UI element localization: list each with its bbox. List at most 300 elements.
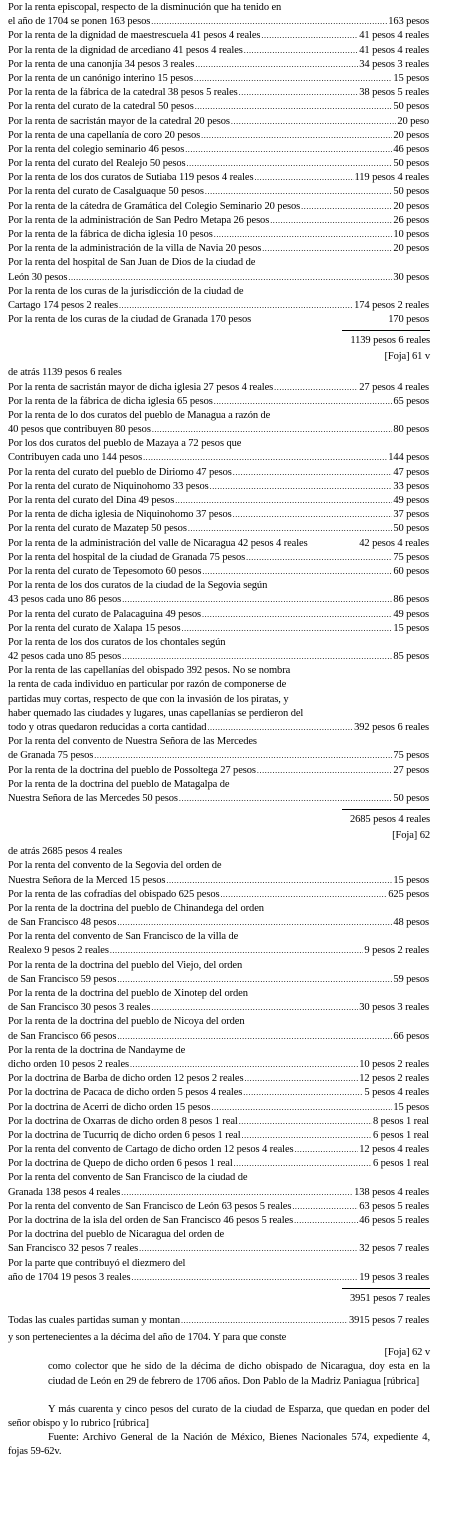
ledger-line bbox=[8, 299, 429, 313]
line-amount: 6 pesos 1 real bbox=[372, 1129, 429, 1141]
line-text: 43 pesos cada uno 86 pesos bbox=[8, 594, 122, 606]
line-text: Por la renta de la doctrina del pueblo de Matagalpa de bbox=[8, 778, 230, 790]
dot-leader bbox=[110, 944, 364, 958]
account-block-2 bbox=[0, 366, 450, 806]
line-text: Por la renta de las cofradías del obispado 625 pesos bbox=[8, 888, 220, 900]
ledger-line bbox=[8, 494, 429, 508]
dot-leader bbox=[94, 749, 392, 763]
subtotal-1: 1139 pesos 6 reales bbox=[350, 335, 430, 347]
ledger-line bbox=[8, 636, 429, 650]
ledger-line bbox=[8, 1101, 429, 1115]
line-text: Por la renta de la doctrina del pueblo de Xinotep del orden bbox=[8, 988, 248, 999]
account-block-3 bbox=[0, 845, 450, 1285]
line-amount: 63 pesos 5 reales bbox=[359, 1200, 429, 1212]
line-text: Por la renta de una canonjía 34 pesos 3 reales bbox=[8, 58, 195, 70]
ledger-line bbox=[8, 551, 429, 565]
dot-leader bbox=[181, 1314, 348, 1328]
ledger-line bbox=[8, 1171, 429, 1185]
line-text: 40 pesos que contribuyen 80 pesos bbox=[8, 424, 151, 436]
line-text: Por la renta del colegio seminario 46 pesos bbox=[8, 143, 185, 155]
prose-line bbox=[8, 693, 429, 707]
ledger-line bbox=[8, 973, 429, 987]
folio-62v: [Foja] 62 v bbox=[384, 1347, 430, 1359]
ledger-line bbox=[8, 1086, 429, 1100]
line-amount: 38 pesos 5 reales bbox=[359, 87, 429, 99]
line-text: Por la renta de la fábrica de dicha iglesia 65 pesos bbox=[8, 395, 213, 407]
line-text: Por la renta de un canónigo interino 15 pesos bbox=[8, 72, 194, 84]
line-text: Por la renta del curato de Tepesomoto 60 pesos bbox=[8, 565, 202, 577]
subtotal-3: 3951 pesos 7 reales bbox=[349, 1292, 430, 1304]
dot-leader bbox=[239, 1115, 372, 1129]
dot-leader bbox=[211, 1101, 392, 1115]
ledger-line bbox=[8, 1, 429, 15]
dot-leader bbox=[292, 1200, 358, 1214]
ledger-line bbox=[8, 1242, 429, 1256]
sum-rule-1 bbox=[0, 327, 450, 333]
line-text: Por la renta del curato del pueblo de Diriomo 47 pesos bbox=[8, 466, 232, 478]
folio-62: [Foja] 62 bbox=[392, 830, 430, 842]
ledger-line bbox=[8, 902, 429, 916]
line-text: Por la renta de la doctrina del pueblo del Viejo, del orden bbox=[8, 959, 243, 971]
ledger-line bbox=[8, 721, 429, 735]
ledger-line bbox=[8, 930, 429, 944]
line-amount: 15 pesos bbox=[393, 1101, 429, 1113]
ledger-line bbox=[8, 1143, 429, 1157]
line-text: Por la renta de la doctrina del pueblo de Chinandega del orden bbox=[8, 902, 264, 914]
collector-text: como colector que he sido de la décima de dicho obispado de Nicaragua, doy esta en la ciudad de León en 29 de febrero de 1706 años. Don Pablo de la Madriz Paniagua [rúbrica] bbox=[48, 1361, 430, 1387]
line-amount: 12 pesos 2 reales bbox=[359, 1073, 429, 1085]
line-amount: 42 pesos 4 reales bbox=[359, 537, 429, 549]
ledger-line bbox=[8, 1001, 429, 1015]
line-text: Por la renta episcopal, respecto de la disminución que ha tenido en bbox=[8, 2, 282, 13]
line-amount: 32 pesos 7 reales bbox=[359, 1243, 429, 1255]
ledger-line bbox=[8, 451, 429, 465]
line-text: Por la renta del curato del Dina 49 pesos bbox=[8, 495, 175, 506]
dot-leader bbox=[207, 721, 353, 735]
line-amount: 26 pesos bbox=[393, 214, 429, 226]
line-text: Por la doctrina de Oxarras de dicho orden 8 pesos 1 real bbox=[8, 1115, 238, 1127]
folio-61v: [Foja] 61 v bbox=[384, 351, 430, 363]
ledger-line bbox=[8, 1228, 429, 1242]
esparza-text: Y más cuarenta y cinco pesos del curato de la ciudad de Esparza, que quedan en poder del señor obispo y lo rubrico [rúbrica] bbox=[8, 1403, 430, 1429]
ledger-line bbox=[8, 959, 429, 973]
conste-line bbox=[8, 1331, 429, 1345]
dot-leader bbox=[182, 622, 393, 636]
line-text: Por la doctrina de la isla del orden de San Francisco 46 pesos 5 reales bbox=[8, 1215, 294, 1226]
line-text: Por la renta de la fábrica de la catedral 38 pesos 5 reales bbox=[8, 87, 238, 99]
line-text: Por la renta del convento de San Francisco de la villa de bbox=[8, 931, 239, 943]
line-amount: 19 pesos 3 reales bbox=[359, 1271, 429, 1283]
subtotal-2: 2685 pesos 4 reales bbox=[349, 814, 430, 826]
ledger-line bbox=[8, 129, 429, 143]
line-text: Por la doctrina de Acerri de dicho orden 15 pesos bbox=[8, 1101, 211, 1113]
dot-leader bbox=[130, 1058, 358, 1072]
ledger-line bbox=[8, 916, 429, 930]
ledger-line bbox=[8, 256, 429, 270]
ledger-line bbox=[8, 1044, 429, 1058]
line-amount: 33 pesos bbox=[393, 480, 429, 492]
line-amount: 37 pesos bbox=[393, 509, 429, 521]
sum-rule-2 bbox=[0, 806, 450, 812]
line-amount: 6 pesos 1 real bbox=[372, 1158, 429, 1170]
dot-leader bbox=[151, 15, 387, 29]
ledger-line bbox=[8, 608, 429, 622]
ledger-line bbox=[8, 58, 429, 72]
dot-leader bbox=[68, 271, 392, 285]
line-text: San Francisco 32 pesos 7 reales bbox=[8, 1243, 139, 1255]
line-amount: 138 pesos 4 reales bbox=[354, 1186, 429, 1198]
line-amount: 86 pesos bbox=[393, 594, 429, 606]
line-text: Por la renta del curato de Palacaguina 49 pesos bbox=[8, 608, 201, 620]
dot-leader bbox=[295, 1143, 359, 1157]
ledger-line bbox=[8, 749, 429, 763]
line-text: Por la renta de los curas de la ciudad de Granada 170 pesos bbox=[8, 314, 252, 326]
line-text: Por la doctrina de Barba de dicho orden 12 pesos 2 reales bbox=[8, 1073, 244, 1085]
dot-leader bbox=[132, 1271, 359, 1285]
line-text: Por la renta de sacristán mayor de la catedral 20 pesos bbox=[8, 115, 230, 127]
ledger-line bbox=[8, 395, 429, 409]
line-text: Por la renta del curato de la catedral 50 pesos bbox=[8, 101, 194, 113]
line-text: Por la renta del curato de Casalguaque 50 pesos bbox=[8, 186, 204, 198]
line-amount: 46 pesos 5 reales bbox=[359, 1215, 429, 1226]
line-text: Por la renta del curato de Mazatep 50 pesos bbox=[8, 523, 187, 535]
line-text: Granada 138 pesos 4 reales bbox=[8, 1186, 121, 1198]
line-amount: 119 pesos 4 reales bbox=[354, 172, 429, 184]
prose-line bbox=[8, 664, 429, 678]
dot-leader bbox=[210, 480, 393, 494]
line-amount: 27 pesos bbox=[393, 764, 429, 776]
line-amount: 49 pesos bbox=[393, 608, 429, 620]
line-text: Por la doctrina del pueblo de Nicaragua del orden de bbox=[8, 1229, 225, 1241]
line-text: Por la renta de la dignidad de arcediano 41 pesos 4 reales bbox=[8, 44, 243, 56]
line-amount: 625 pesos bbox=[388, 888, 429, 900]
ledger-line bbox=[8, 100, 429, 114]
line-amount: 163 pesos bbox=[388, 16, 429, 28]
line-amount: 20 pesos bbox=[393, 200, 429, 212]
line-text: Por la renta del hospital de la ciudad de Granada 75 pesos bbox=[8, 551, 246, 563]
dot-leader bbox=[187, 157, 393, 171]
ledger-line bbox=[8, 874, 429, 888]
ledger-line bbox=[8, 565, 429, 579]
line-amount: 50 pesos bbox=[393, 101, 429, 113]
line-text: Por la renta de la administración de la villa de Navia 20 pesos bbox=[8, 243, 262, 255]
ledger-line bbox=[8, 200, 429, 214]
ledger-line bbox=[8, 72, 429, 86]
line-amount: 8 pesos 1 real bbox=[372, 1115, 429, 1127]
esparza-paragraph bbox=[8, 1403, 430, 1431]
dot-leader bbox=[122, 650, 392, 664]
ledger-line bbox=[8, 792, 429, 806]
ledger-line bbox=[8, 423, 429, 437]
prose-text: Por la renta de las capellanías del obispado 392 pesos. No se nombra bbox=[8, 665, 291, 677]
dot-leader bbox=[122, 593, 392, 607]
line-text: Por la renta de la administración de San Pedro Metapa 26 pesos bbox=[8, 214, 270, 226]
line-text: el año de 1704 se ponen 163 pesos bbox=[8, 16, 151, 28]
ledger-line bbox=[8, 214, 429, 228]
dot-leader bbox=[194, 72, 392, 86]
dot-leader bbox=[119, 299, 353, 313]
line-amount: 27 pesos 4 reales bbox=[359, 381, 429, 393]
line-amount: 75 pesos bbox=[393, 750, 429, 762]
line-amount: 9 pesos 2 reales bbox=[364, 945, 429, 957]
line-amount: 66 pesos bbox=[393, 1030, 429, 1042]
dot-leader bbox=[195, 58, 358, 72]
line-amount: 5 pesos 4 reales bbox=[364, 1087, 429, 1099]
ledger-line bbox=[8, 845, 429, 859]
dot-leader bbox=[205, 185, 392, 199]
ledger-line bbox=[8, 622, 429, 636]
line-text: Por la doctrina de Tucurriq de dicho orden 6 pesos 1 real bbox=[8, 1129, 241, 1141]
line-amount: 30 pesos bbox=[393, 271, 429, 283]
line-text: Por los dos curatos del pueblo de Mazaya a 72 pesos que bbox=[8, 438, 242, 450]
line-amount: 50 pesos bbox=[393, 158, 429, 170]
dot-leader bbox=[294, 1214, 358, 1228]
grand-total-line bbox=[8, 1314, 429, 1328]
ledger-line bbox=[8, 987, 429, 1001]
line-amount: 34 pesos 3 reales bbox=[359, 58, 429, 70]
dot-leader bbox=[201, 129, 392, 143]
ledger-line bbox=[8, 143, 429, 157]
ledger-line bbox=[8, 480, 429, 494]
dot-leader bbox=[151, 1001, 358, 1015]
ledger-line bbox=[8, 778, 429, 792]
account-block-1 bbox=[0, 1, 450, 327]
ledger-line bbox=[8, 579, 429, 593]
line-text: Realexo 9 pesos 2 reales bbox=[8, 945, 109, 957]
line-text: Por la renta del convento de la Segovia del orden de bbox=[8, 860, 222, 872]
ledger-line bbox=[8, 242, 429, 256]
line-amount: 170 pesos bbox=[388, 314, 429, 326]
line-amount: 41 pesos 4 reales bbox=[359, 44, 429, 56]
dot-leader bbox=[274, 381, 358, 395]
dot-leader bbox=[166, 874, 392, 888]
ledger-line bbox=[8, 381, 429, 395]
line-text: Nuestra Señora de las Mercedes 50 pesos bbox=[8, 792, 178, 804]
line-amount: 50 pesos bbox=[393, 523, 429, 535]
line-amount: 75 pesos bbox=[393, 551, 429, 563]
dot-leader bbox=[117, 1030, 392, 1044]
line-text: Por la renta del convento de Cartago de dicho orden 12 pesos 4 reales bbox=[8, 1144, 294, 1156]
dot-leader bbox=[188, 522, 393, 536]
ledger-line bbox=[8, 171, 429, 185]
source-paragraph bbox=[8, 1431, 430, 1459]
collector-paragraph bbox=[8, 1360, 430, 1388]
prose-line bbox=[8, 707, 429, 721]
line-text: Por la renta de la doctrina del pueblo de Nicoya del orden bbox=[8, 1016, 245, 1028]
line-text: de atrás 2685 pesos 4 reales bbox=[8, 846, 123, 858]
prose-line bbox=[8, 678, 429, 692]
line-text: de San Francisco 48 pesos bbox=[8, 917, 117, 929]
ledger-line bbox=[8, 1129, 429, 1143]
ledger-line bbox=[8, 1200, 429, 1214]
ledger-line bbox=[8, 15, 429, 29]
dot-leader bbox=[117, 916, 392, 930]
line-text: de Granada 75 pesos bbox=[8, 750, 94, 762]
ledger-line bbox=[8, 1115, 429, 1129]
dot-leader bbox=[233, 466, 393, 480]
ledger-line bbox=[8, 86, 429, 100]
line-amount: 47 pesos bbox=[393, 466, 429, 478]
dot-leader bbox=[301, 200, 392, 214]
ledger-line bbox=[8, 859, 429, 873]
dot-leader bbox=[239, 86, 359, 100]
line-text: Por la renta del curato de Xalapa 15 pesos bbox=[8, 622, 181, 634]
grand-total-amount: 3915 pesos 7 reales bbox=[348, 1314, 429, 1326]
dot-leader bbox=[246, 551, 392, 565]
line-amount: 65 pesos bbox=[393, 395, 429, 407]
line-text: de San Francisco 59 pesos bbox=[8, 973, 117, 985]
ledger-line bbox=[8, 366, 429, 380]
line-text: Por la renta de lo dos curatos del pueblo de Managua a razón de bbox=[8, 409, 271, 421]
dot-leader bbox=[195, 100, 393, 114]
line-amount: 15 pesos bbox=[393, 622, 429, 634]
ledger-line bbox=[8, 466, 429, 480]
sum-rule-3 bbox=[0, 1285, 450, 1291]
dot-leader bbox=[257, 764, 392, 778]
line-amount: 59 pesos bbox=[393, 973, 429, 985]
dot-leader bbox=[175, 494, 392, 508]
prose-text: partidas muy cortas, respecto de que con la invasión de los piratas, y bbox=[8, 693, 289, 705]
ledger-line bbox=[8, 29, 429, 43]
ledger-line bbox=[8, 944, 429, 958]
dot-leader bbox=[262, 242, 392, 256]
line-amount: 30 pesos 3 reales bbox=[359, 1002, 429, 1014]
dot-leader bbox=[143, 451, 387, 465]
line-text: dicho orden 10 pesos 2 reales bbox=[8, 1058, 130, 1070]
line-amount: 50 pesos bbox=[393, 186, 429, 198]
ledger-line bbox=[8, 1257, 429, 1271]
line-text: Por la renta del convento de San Francisco de la ciudad de bbox=[8, 1172, 248, 1184]
line-text: Por la renta de la fábrica de dicha iglesia 10 pesos bbox=[8, 229, 213, 240]
ledger-line bbox=[8, 508, 429, 522]
dot-leader bbox=[139, 1242, 358, 1256]
ledger-line bbox=[8, 1186, 429, 1200]
line-text: todo y otras quedaron reducidas a corta cantidad bbox=[8, 722, 207, 733]
dot-leader bbox=[243, 1086, 363, 1100]
line-amount: 144 pesos bbox=[388, 452, 429, 464]
ledger-line bbox=[8, 522, 429, 536]
line-text: Por la doctrina de Pacaca de dicho orden 5 pesos 4 reales bbox=[8, 1087, 243, 1099]
prose-text: la renta de cada individuo en particular por razón de componerse de bbox=[8, 679, 287, 691]
source-text: Fuente: Archivo General de la Nación de México, Bienes Nacionales 574, expediente 4, fojas 59-62v. bbox=[8, 1432, 430, 1458]
line-amount: 10 pesos 2 reales bbox=[359, 1058, 429, 1070]
grand-total-label: Todas las cuales partidas suman y montan bbox=[8, 1314, 180, 1326]
line-text: Contribuyen cada uno 144 pesos bbox=[8, 452, 143, 464]
line-amount: 392 pesos 6 reales bbox=[354, 722, 429, 733]
ledger-line bbox=[8, 735, 429, 749]
ledger-line bbox=[8, 1214, 429, 1228]
ledger-line bbox=[8, 1015, 429, 1029]
ledger-line bbox=[8, 1157, 429, 1171]
ledger-line bbox=[8, 437, 429, 451]
ledger-line bbox=[8, 888, 429, 902]
ledger-line bbox=[8, 285, 429, 299]
line-text: León 30 pesos bbox=[8, 271, 68, 283]
ledger-line bbox=[8, 409, 429, 423]
ledger-line bbox=[8, 228, 429, 242]
ledger-line bbox=[8, 1030, 429, 1044]
ledger-line bbox=[8, 185, 429, 199]
dot-leader bbox=[152, 423, 393, 437]
line-amount: 85 pesos bbox=[393, 651, 429, 663]
line-amount: 49 pesos bbox=[393, 495, 429, 506]
line-amount: 48 pesos bbox=[393, 917, 429, 929]
line-text: Por la renta del convento de San Francisco de León 63 pesos 5 reales bbox=[8, 1200, 292, 1212]
dot-leader bbox=[242, 1129, 372, 1143]
line-text: Por la renta de una capellanía de coro 20 pesos bbox=[8, 129, 201, 141]
dot-leader bbox=[244, 1072, 358, 1086]
ledger-line bbox=[8, 115, 429, 129]
line-text: Por la renta de sacristán mayor de dicha iglesia 27 pesos 4 reales bbox=[8, 381, 274, 393]
line-text: 42 pesos cada uno 85 pesos bbox=[8, 651, 122, 663]
line-text: Por la doctrina de Quepo de dicho orden 6 pesos 1 real bbox=[8, 1158, 233, 1170]
line-amount: 15 pesos bbox=[393, 72, 429, 84]
line-amount: 12 pesos 4 reales bbox=[359, 1144, 429, 1156]
line-text: año de 1704 19 pesos 3 reales bbox=[8, 1271, 131, 1283]
line-amount: 20 pesos bbox=[393, 129, 429, 141]
line-amount: 50 pesos bbox=[393, 792, 429, 804]
dot-leader bbox=[233, 508, 393, 522]
ledger-line bbox=[8, 1072, 429, 1086]
dot-leader bbox=[220, 888, 387, 902]
line-text: Por la renta de dicha iglesia de Niquinohomo 37 pesos bbox=[8, 509, 232, 521]
conste-text: y son pertenecientes a la décima del año de 1704. Y para que conste bbox=[8, 1332, 287, 1344]
dot-leader bbox=[185, 143, 392, 157]
line-text: Por la renta de la cátedra de Gramática del Colegio Seminario 20 pesos bbox=[8, 200, 301, 212]
line-text: Por la parte que contribuyó el diezmero del bbox=[8, 1257, 186, 1269]
line-amount: 20 peso bbox=[397, 115, 429, 127]
line-text: Por la renta del convento de Nuestra Señora de las Mercedes bbox=[8, 736, 257, 748]
prose-text: haber quemado las ciudades y lugares, unas capellanías se perdieron del bbox=[8, 707, 304, 719]
ledger-line bbox=[8, 271, 429, 285]
line-amount: 60 pesos bbox=[393, 565, 429, 577]
dot-leader bbox=[202, 565, 392, 579]
ledger-line bbox=[8, 313, 429, 327]
line-text: Por la renta del curato del Realejo 50 pesos bbox=[8, 158, 186, 170]
line-text: Nuestra Señora de la Merced 15 pesos bbox=[8, 874, 166, 886]
line-text: Por la renta del curato de Niquinohomo 33 pesos bbox=[8, 480, 209, 492]
dot-leader bbox=[231, 115, 396, 129]
line-text: Por la renta de la administración del valle de Nicaragua 42 pesos 4 reales bbox=[8, 537, 308, 549]
line-amount: 174 pesos 2 reales bbox=[354, 299, 429, 311]
ledger-line bbox=[8, 1271, 429, 1285]
line-amount: 10 pesos bbox=[393, 229, 429, 240]
line-text: Por la renta de los curas de la jurisdicción de la ciudad de bbox=[8, 285, 244, 297]
dot-leader bbox=[179, 792, 392, 806]
dot-leader bbox=[270, 214, 392, 228]
dot-leader bbox=[117, 973, 392, 987]
dot-leader bbox=[214, 228, 393, 242]
ledger-line bbox=[8, 764, 429, 778]
line-text: Cartago 174 pesos 2 reales bbox=[8, 299, 118, 311]
ledger-line bbox=[8, 537, 429, 551]
ledger-line bbox=[8, 650, 429, 664]
line-text: de San Francisco 30 pesos 3 reales bbox=[8, 1002, 151, 1014]
line-text: Por la renta del hospital de San Juan de Dios de la ciudad de bbox=[8, 257, 256, 269]
line-text: Por la renta de los dos curatos de Sutiaba 119 pesos 4 reales bbox=[8, 172, 254, 184]
dot-leader bbox=[254, 171, 353, 185]
dot-leader bbox=[202, 608, 392, 622]
ledger-line bbox=[8, 593, 429, 607]
line-text: Por la renta de la dignidad de maestrescuela 41 pesos 4 reales bbox=[8, 30, 261, 42]
line-text: de San Francisco 66 pesos bbox=[8, 1030, 117, 1042]
line-text: Por la renta de los dos curatos de la ciudad de la Segovia según bbox=[8, 580, 268, 592]
ledger-line bbox=[8, 44, 429, 58]
line-text: Por la renta de la doctrina del pueblo de Possoltega 27 pesos bbox=[8, 764, 256, 776]
ledger-line bbox=[8, 1058, 429, 1072]
line-amount: 15 pesos bbox=[393, 874, 429, 886]
ledger-line bbox=[8, 157, 429, 171]
